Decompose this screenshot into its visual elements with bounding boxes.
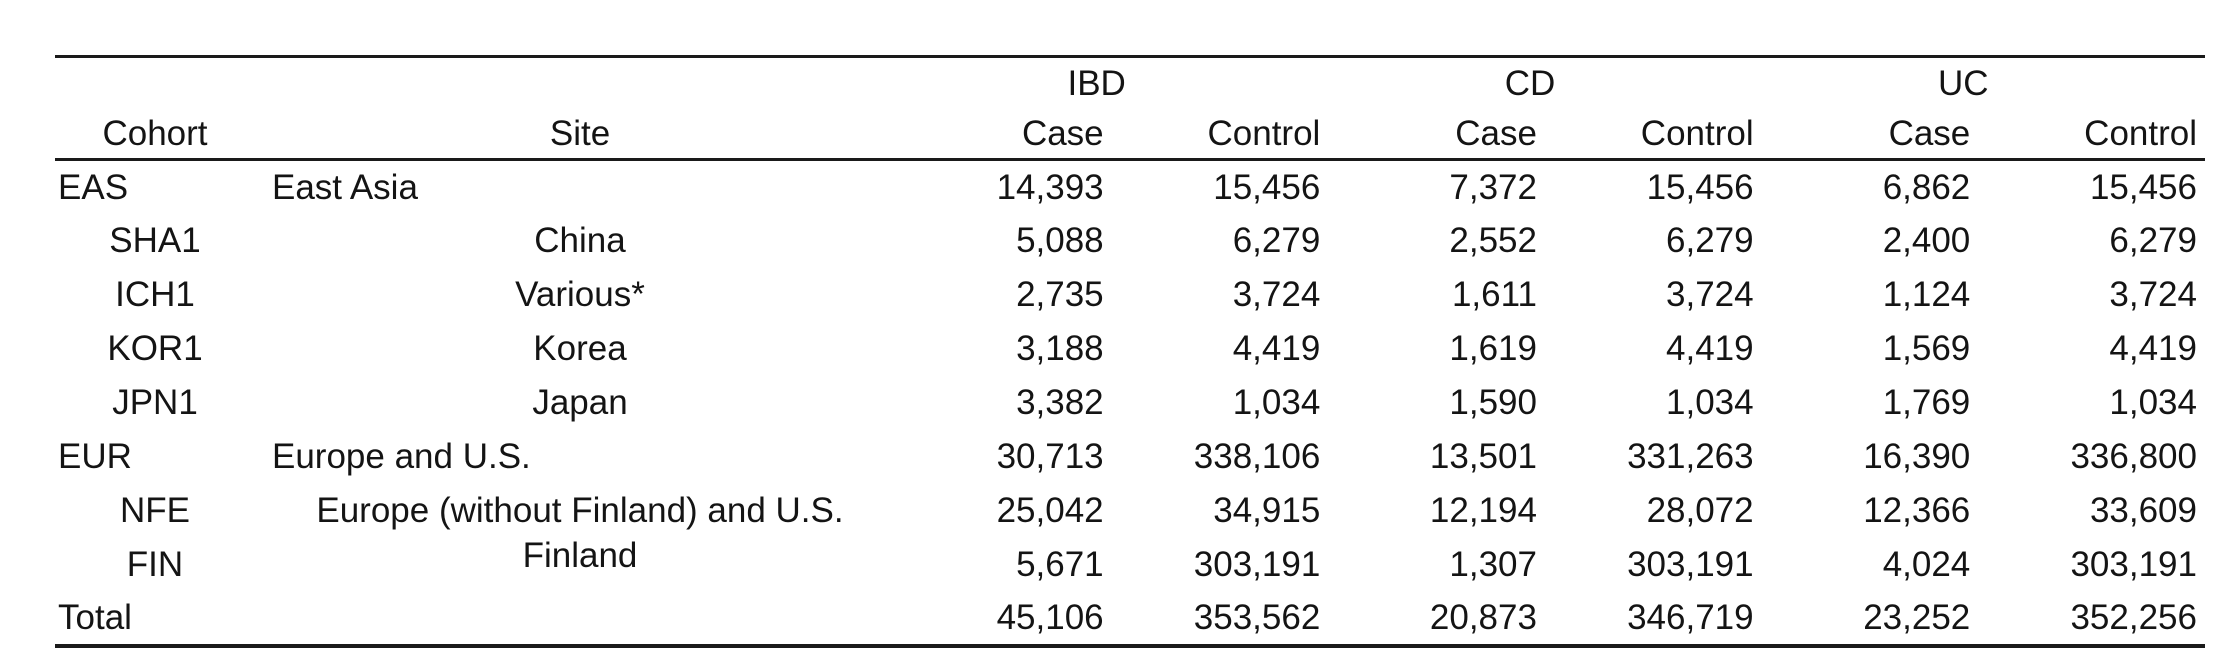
cell-ibd-case: 3,188 — [1016, 329, 1104, 368]
table-row-sha1 — [55, 214, 2205, 268]
cell-cd-control: 346,719 — [1627, 598, 1754, 637]
cell-cohort: ICH1 — [115, 275, 195, 314]
spacer-cell — [55, 57, 255, 110]
cell-ibd-case: 5,088 — [1016, 221, 1104, 260]
cell-cd-control: 28,072 — [1646, 491, 1754, 530]
cell-cd-control: 6,279 — [1666, 221, 1754, 260]
column-header-row — [55, 110, 2205, 160]
cell-cd-control: 15,456 — [1646, 167, 1754, 207]
cell-uc-case: 6,862 — [1882, 167, 1971, 207]
cell-uc-case: 12,366 — [1863, 491, 1971, 530]
cell-cd-control: 4,419 — [1666, 329, 1754, 368]
col-header-uc-case: Case — [1772, 110, 1989, 160]
cell-uc-control: 15,456 — [2089, 167, 2197, 207]
table-row-eas — [55, 160, 2205, 214]
cell-uc-case: 1,769 — [1882, 383, 1971, 422]
cell-cd-case: 1,590 — [1449, 383, 1537, 422]
cell-cd-case: 1,619 — [1449, 329, 1537, 368]
cell-uc-case: 16,390 — [1863, 437, 1971, 476]
cell-uc-control: 3,724 — [2109, 275, 2197, 314]
cell-uc-control: 6,279 — [2109, 221, 2197, 260]
cell-cohort: SHA1 — [109, 221, 201, 260]
table-row-jpn1 — [55, 376, 2205, 430]
cell-uc-case: 4,024 — [1882, 545, 1971, 584]
cell-cohort: Total — [58, 598, 132, 637]
cell-ibd-case: 5,671 — [1016, 545, 1104, 584]
table-row-eur — [55, 430, 2205, 484]
cell-ibd-case: 25,042 — [996, 491, 1104, 530]
cell-cohort: FIN — [126, 545, 184, 584]
cell-cd-control: 303,191 — [1627, 545, 1754, 584]
cell-uc-case: 23,252 — [1863, 598, 1971, 637]
group-header-uc: UC — [1938, 64, 1989, 104]
cell-ibd-case: 14,393 — [996, 167, 1104, 207]
spacer-cell — [255, 57, 905, 110]
cell-uc-control: 1,034 — [2109, 383, 2197, 422]
cell-ibd-control: 34,915 — [1213, 491, 1321, 530]
table-row-kor1 — [55, 322, 2205, 376]
cell-ibd-control: 338,106 — [1193, 437, 1321, 476]
cell-cohort: KOR1 — [107, 329, 203, 368]
col-header-ibd-control: Control — [1122, 110, 1339, 160]
cell-ibd-case: 2,735 — [1016, 275, 1104, 314]
cohort-case-control-table — [55, 55, 2205, 648]
cell-cohort: EAS — [58, 167, 129, 207]
cell-ibd-control: 4,419 — [1232, 329, 1321, 368]
col-header-uc-control: Control — [1988, 110, 2205, 160]
col-header-cohort: Cohort — [55, 110, 255, 160]
cell-site: Europe (without Finland) and U.S. — [316, 491, 844, 530]
cell-ibd-case: 3,382 — [1016, 383, 1104, 422]
group-header-ibd: IBD — [1067, 64, 1126, 104]
cell-ibd-control: 303,191 — [1193, 545, 1321, 584]
cell-ibd-control: 353,562 — [1193, 598, 1321, 637]
cell-cd-case: 20,873 — [1429, 598, 1537, 637]
cell-cd-case: 2,552 — [1449, 221, 1537, 260]
cell-cohort: EUR — [58, 437, 132, 476]
cell-cd-case: 13,501 — [1429, 437, 1537, 476]
cell-cd-case: 1,307 — [1449, 545, 1537, 584]
cell-ibd-control: 6,279 — [1232, 221, 1321, 260]
cell-site: China — [534, 221, 626, 260]
group-header-cd: CD — [1504, 64, 1556, 104]
col-header-site: Site — [255, 110, 905, 160]
cell-cd-case: 7,372 — [1449, 167, 1537, 207]
cell-cd-control: 3,724 — [1666, 275, 1754, 314]
col-header-cd-control: Control — [1555, 110, 1772, 160]
group-header-row — [55, 57, 2205, 110]
col-header-cd-case: Case — [1338, 110, 1555, 160]
cell-uc-case: 2,400 — [1882, 221, 1971, 260]
cell-ibd-control: 3,724 — [1232, 275, 1321, 314]
cell-cd-control: 1,034 — [1666, 383, 1754, 422]
cell-site: Korea — [533, 329, 627, 368]
table-row-total — [55, 592, 2205, 646]
cell-ibd-control: 1,034 — [1232, 383, 1321, 422]
cell-uc-control: 303,191 — [2070, 545, 2197, 584]
cell-ibd-control: 15,456 — [1213, 167, 1321, 207]
table-row-fin — [55, 538, 2205, 592]
cell-uc-control: 352,256 — [2070, 598, 2197, 637]
cell-cd-control: 331,263 — [1627, 437, 1754, 476]
cell-cd-case: 12,194 — [1429, 491, 1537, 530]
col-header-ibd-case: Case — [905, 110, 1122, 160]
cell-uc-control: 336,800 — [2070, 437, 2197, 476]
cell-site: Europe and U.S. — [272, 437, 531, 476]
cell-cd-case: 1,611 — [1451, 275, 1537, 314]
cell-uc-control: 33,609 — [2089, 491, 2197, 530]
cell-uc-control: 4,419 — [2109, 329, 2197, 368]
cell-uc-case: 1,569 — [1882, 329, 1971, 368]
cell-site: East Asia — [272, 167, 418, 207]
cell-cohort: NFE — [120, 491, 190, 530]
cell-site: Japan — [532, 383, 628, 422]
cell-site — [255, 592, 905, 646]
table-row-ich1 — [55, 268, 2205, 322]
cell-site: Finland — [522, 536, 638, 575]
cell-cohort: JPN1 — [112, 383, 198, 422]
cell-ibd-case: 30,713 — [996, 437, 1104, 476]
cell-site: Various* — [515, 275, 645, 314]
cell-uc-case: 1,124 — [1882, 275, 1971, 314]
cell-ibd-case: 45,106 — [996, 598, 1104, 637]
